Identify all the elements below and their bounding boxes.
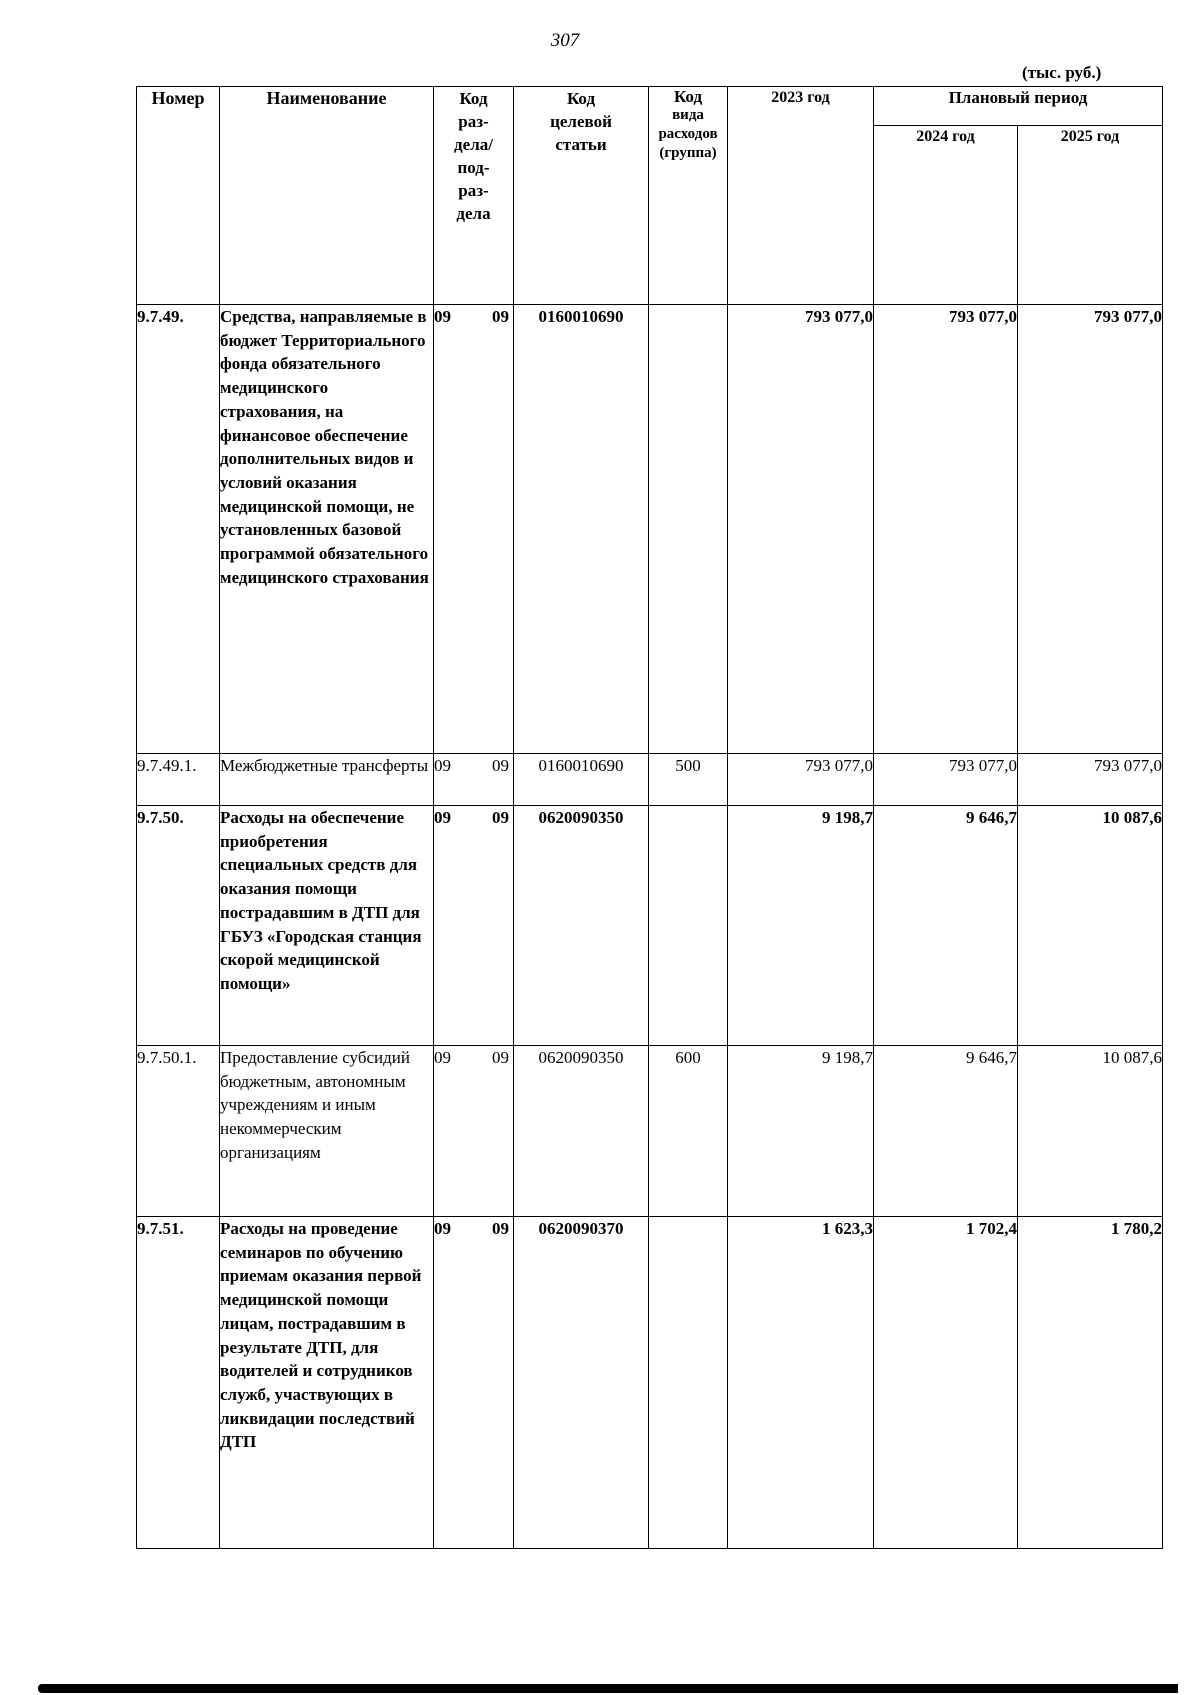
- header-name: Наименование: [220, 87, 434, 305]
- row-name: Предоставление субсидий бюджетным, автономным учреждениям и иным некоммерческим организациям: [220, 1046, 434, 1217]
- row-vid-code: [649, 305, 728, 754]
- row-amount-2024: 793 077,0: [874, 305, 1018, 754]
- podrazdel-code: 09: [492, 808, 509, 827]
- razdel-code: 09: [434, 1048, 451, 1067]
- row-razdel: [434, 1217, 514, 1549]
- row-amount-2024: 9 646,7: [874, 806, 1018, 1046]
- row-amount-2023: 9 198,7: [728, 1046, 874, 1217]
- row-number: 9.7.50.1.: [137, 1046, 220, 1217]
- row-target-code: 0620090350: [514, 806, 649, 1046]
- header-2024: 2024 год: [874, 126, 1018, 305]
- budget-table: [136, 86, 1163, 1549]
- header-2025: 2025 год: [1018, 126, 1163, 305]
- header-vid: Код вида расходов (группа): [649, 87, 728, 305]
- row-razdel: [434, 806, 514, 1046]
- row-amount-2024: 9 646,7: [874, 1046, 1018, 1217]
- row-target-code: 0620090350: [514, 1046, 649, 1217]
- podrazdel-code: 09: [492, 756, 509, 775]
- header-razdel: Код раз- дела/ под- раз- дела: [434, 87, 514, 305]
- table-row: [137, 305, 1163, 754]
- table-row: [137, 806, 1163, 1046]
- razdel-code: 09: [434, 756, 451, 775]
- row-razdel: [434, 305, 514, 754]
- table-body: [137, 305, 1163, 1549]
- row-number: 9.7.51.: [137, 1217, 220, 1549]
- row-number: 9.7.50.: [137, 806, 220, 1046]
- header-number: Номер: [137, 87, 220, 305]
- row-amount-2025: 1 780,2: [1018, 1217, 1163, 1549]
- row-name: Межбюджетные трансферты: [220, 754, 434, 806]
- table-row: [137, 1217, 1163, 1549]
- razdel-code: 09: [434, 808, 451, 827]
- row-amount-2025: 10 087,6: [1018, 1046, 1163, 1217]
- table-header: [137, 87, 1163, 305]
- razdel-code: 09: [434, 1219, 451, 1238]
- row-amount-2023: 1 623,3: [728, 1217, 874, 1549]
- row-target-code: 0620090370: [514, 1217, 649, 1549]
- podrazdel-code: 09: [492, 1048, 509, 1067]
- page-number: 307: [550, 30, 580, 51]
- row-razdel: [434, 754, 514, 806]
- row-vid-code: [649, 1217, 728, 1549]
- row-amount-2023: 9 198,7: [728, 806, 874, 1046]
- podrazdel-code: 09: [492, 307, 509, 326]
- header-plan-period: Плановый период: [874, 87, 1163, 126]
- row-amount-2025: 10 087,6: [1018, 806, 1163, 1046]
- row-amount-2023: 793 077,0: [728, 305, 874, 754]
- row-target-code: 0160010690: [514, 754, 649, 806]
- row-vid-code: [649, 806, 728, 1046]
- row-amount-2025: 793 077,0: [1018, 305, 1163, 754]
- table-row: [137, 1046, 1163, 1217]
- row-amount-2024: 793 077,0: [874, 754, 1018, 806]
- row-razdel: [434, 1046, 514, 1217]
- scan-edge-bar: [38, 1684, 1178, 1693]
- row-name: Средства, направляемые в бюджет Территориального фонда обязательного медицинского страхования, на финансовое обеспечение дополнительных видов и условий оказания медицинской помощи, не установленных базовой программой обязательного медицинского страхования: [220, 305, 434, 754]
- row-amount-2024: 1 702,4: [874, 1217, 1018, 1549]
- row-number: 9.7.49.: [137, 305, 220, 754]
- header-2023: 2023 год: [728, 87, 874, 305]
- row-target-code: 0160010690: [514, 305, 649, 754]
- table-row: [137, 754, 1163, 806]
- row-name: Расходы на обеспечение приобретения специальных средств для оказания помощи пострадавшим в ДТП для ГБУЗ «Городская станция скорой медицинской помощи»: [220, 806, 434, 1046]
- row-number: 9.7.49.1.: [137, 754, 220, 806]
- podrazdel-code: 09: [492, 1219, 509, 1238]
- row-amount-2023: 793 077,0: [728, 754, 874, 806]
- row-vid-code: 500: [649, 754, 728, 806]
- header-target: Код целевой статьи: [514, 87, 649, 305]
- row-vid-code: 600: [649, 1046, 728, 1217]
- row-name: Расходы на проведение семинаров по обучению приемам оказания первой медицинской помощи лицам, пострадавшим в результате ДТП, для водителей и сотрудников служб, участвующих в ликвидации последствий ДТП: [220, 1217, 434, 1549]
- unit-note: (тыс. руб.): [1022, 63, 1102, 82]
- row-amount-2025: 793 077,0: [1018, 754, 1163, 806]
- razdel-code: 09: [434, 307, 451, 326]
